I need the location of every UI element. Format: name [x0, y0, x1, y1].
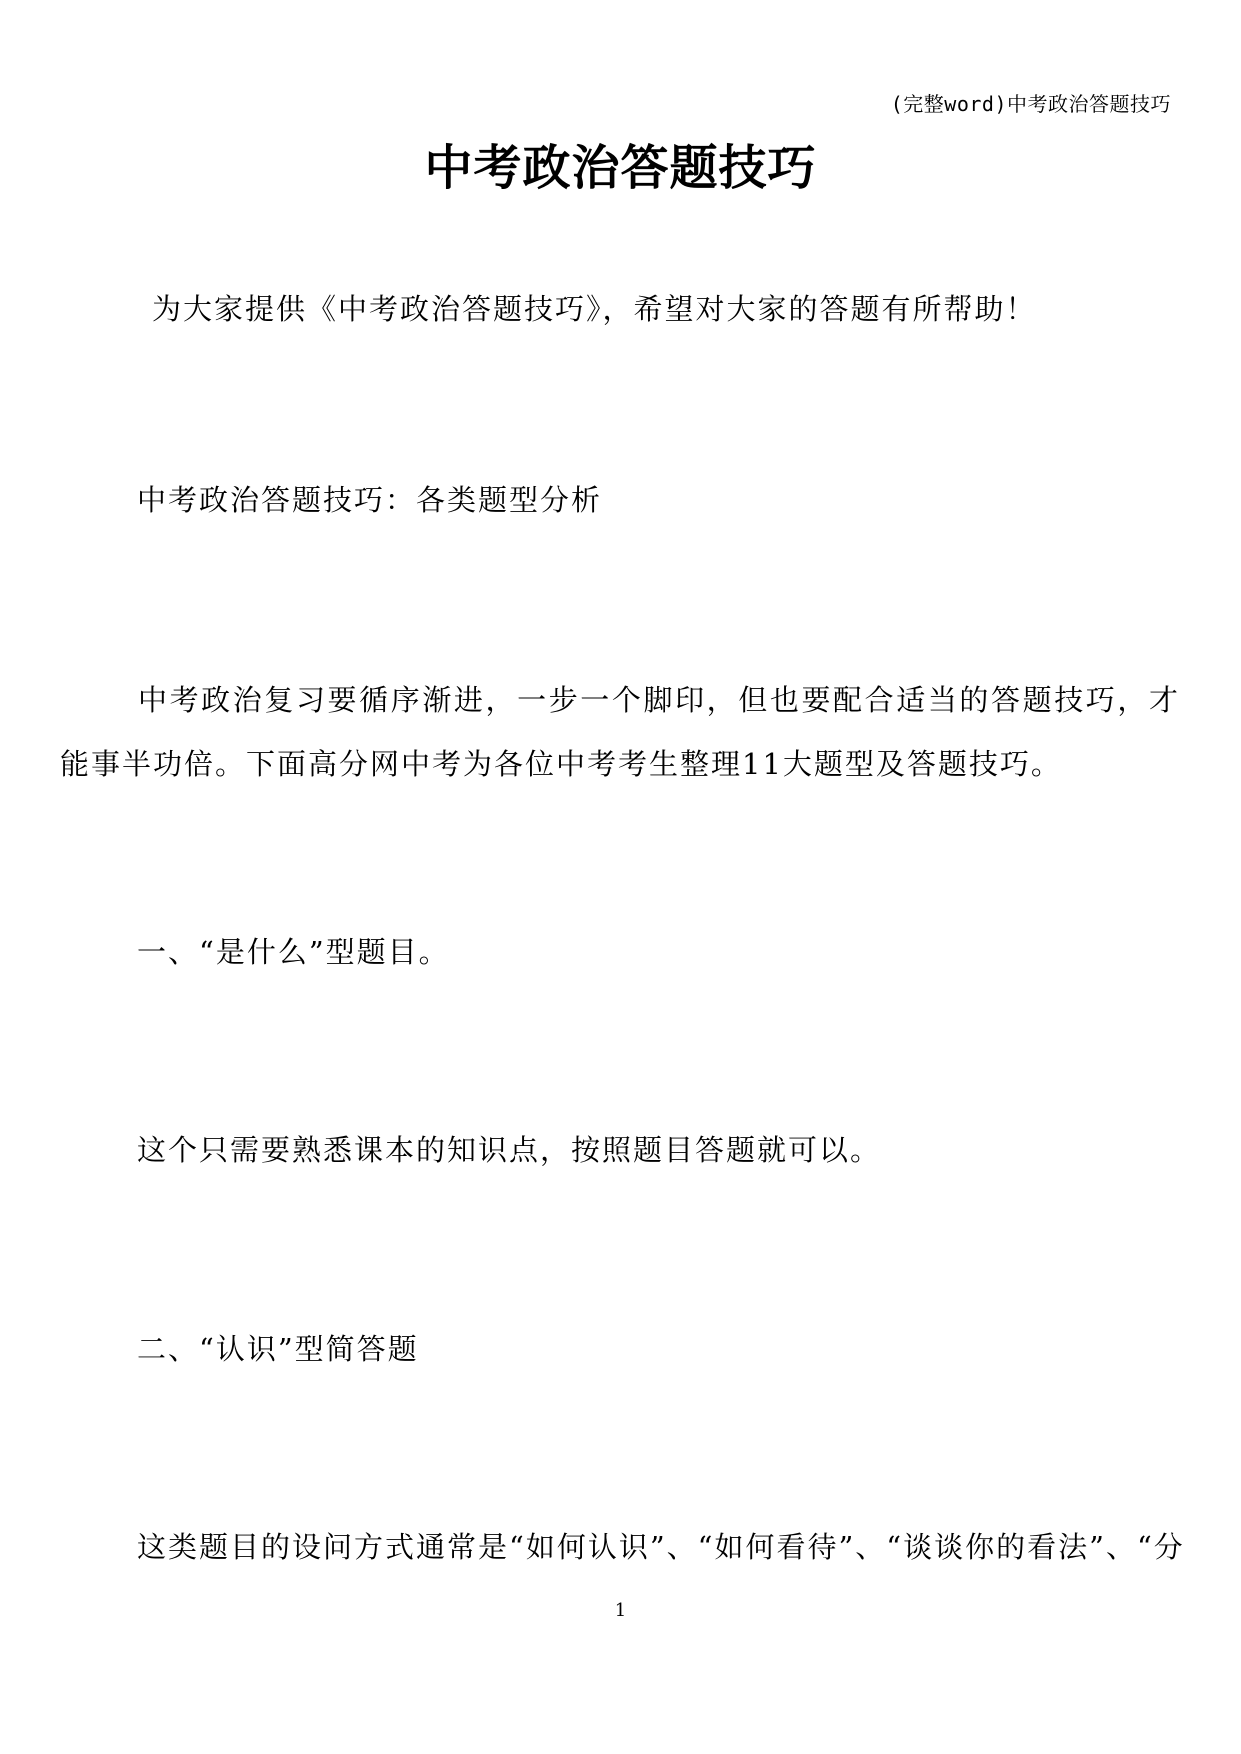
section-heading: 中考政治答题技巧：各类题型分析 — [137, 483, 603, 517]
intro-paragraph: 为大家提供《中考政治答题技巧》，希望对大家的答题有所帮助！ — [152, 292, 1037, 326]
page-number: 1 — [614, 1600, 627, 1621]
running-header: (完整word)中考政治答题技巧 — [890, 92, 1171, 116]
body-paragraph: 这个只需要熟悉课本的知识点，按照题目答题就可以。 — [137, 1133, 882, 1167]
body-paragraph: 这类题目的设问方式通常是“如何认识”、“如何看待”、“谈谈你的看法”、“分 — [137, 1530, 1185, 1564]
body-paragraph: 中考政治复习要循序渐进，一步一个脚印，但也要配合适当的答题技巧，才能事半功倍。下面高分网中考为各位中考考生整理11大题型及答题技巧。 — [60, 683, 1180, 781]
question-type-heading-1: 一、“是什么”型题目。 — [137, 935, 450, 969]
question-type-heading-2: 二、“认识”型简答题 — [137, 1332, 419, 1366]
document-title: 中考政治答题技巧 — [424, 140, 817, 196]
